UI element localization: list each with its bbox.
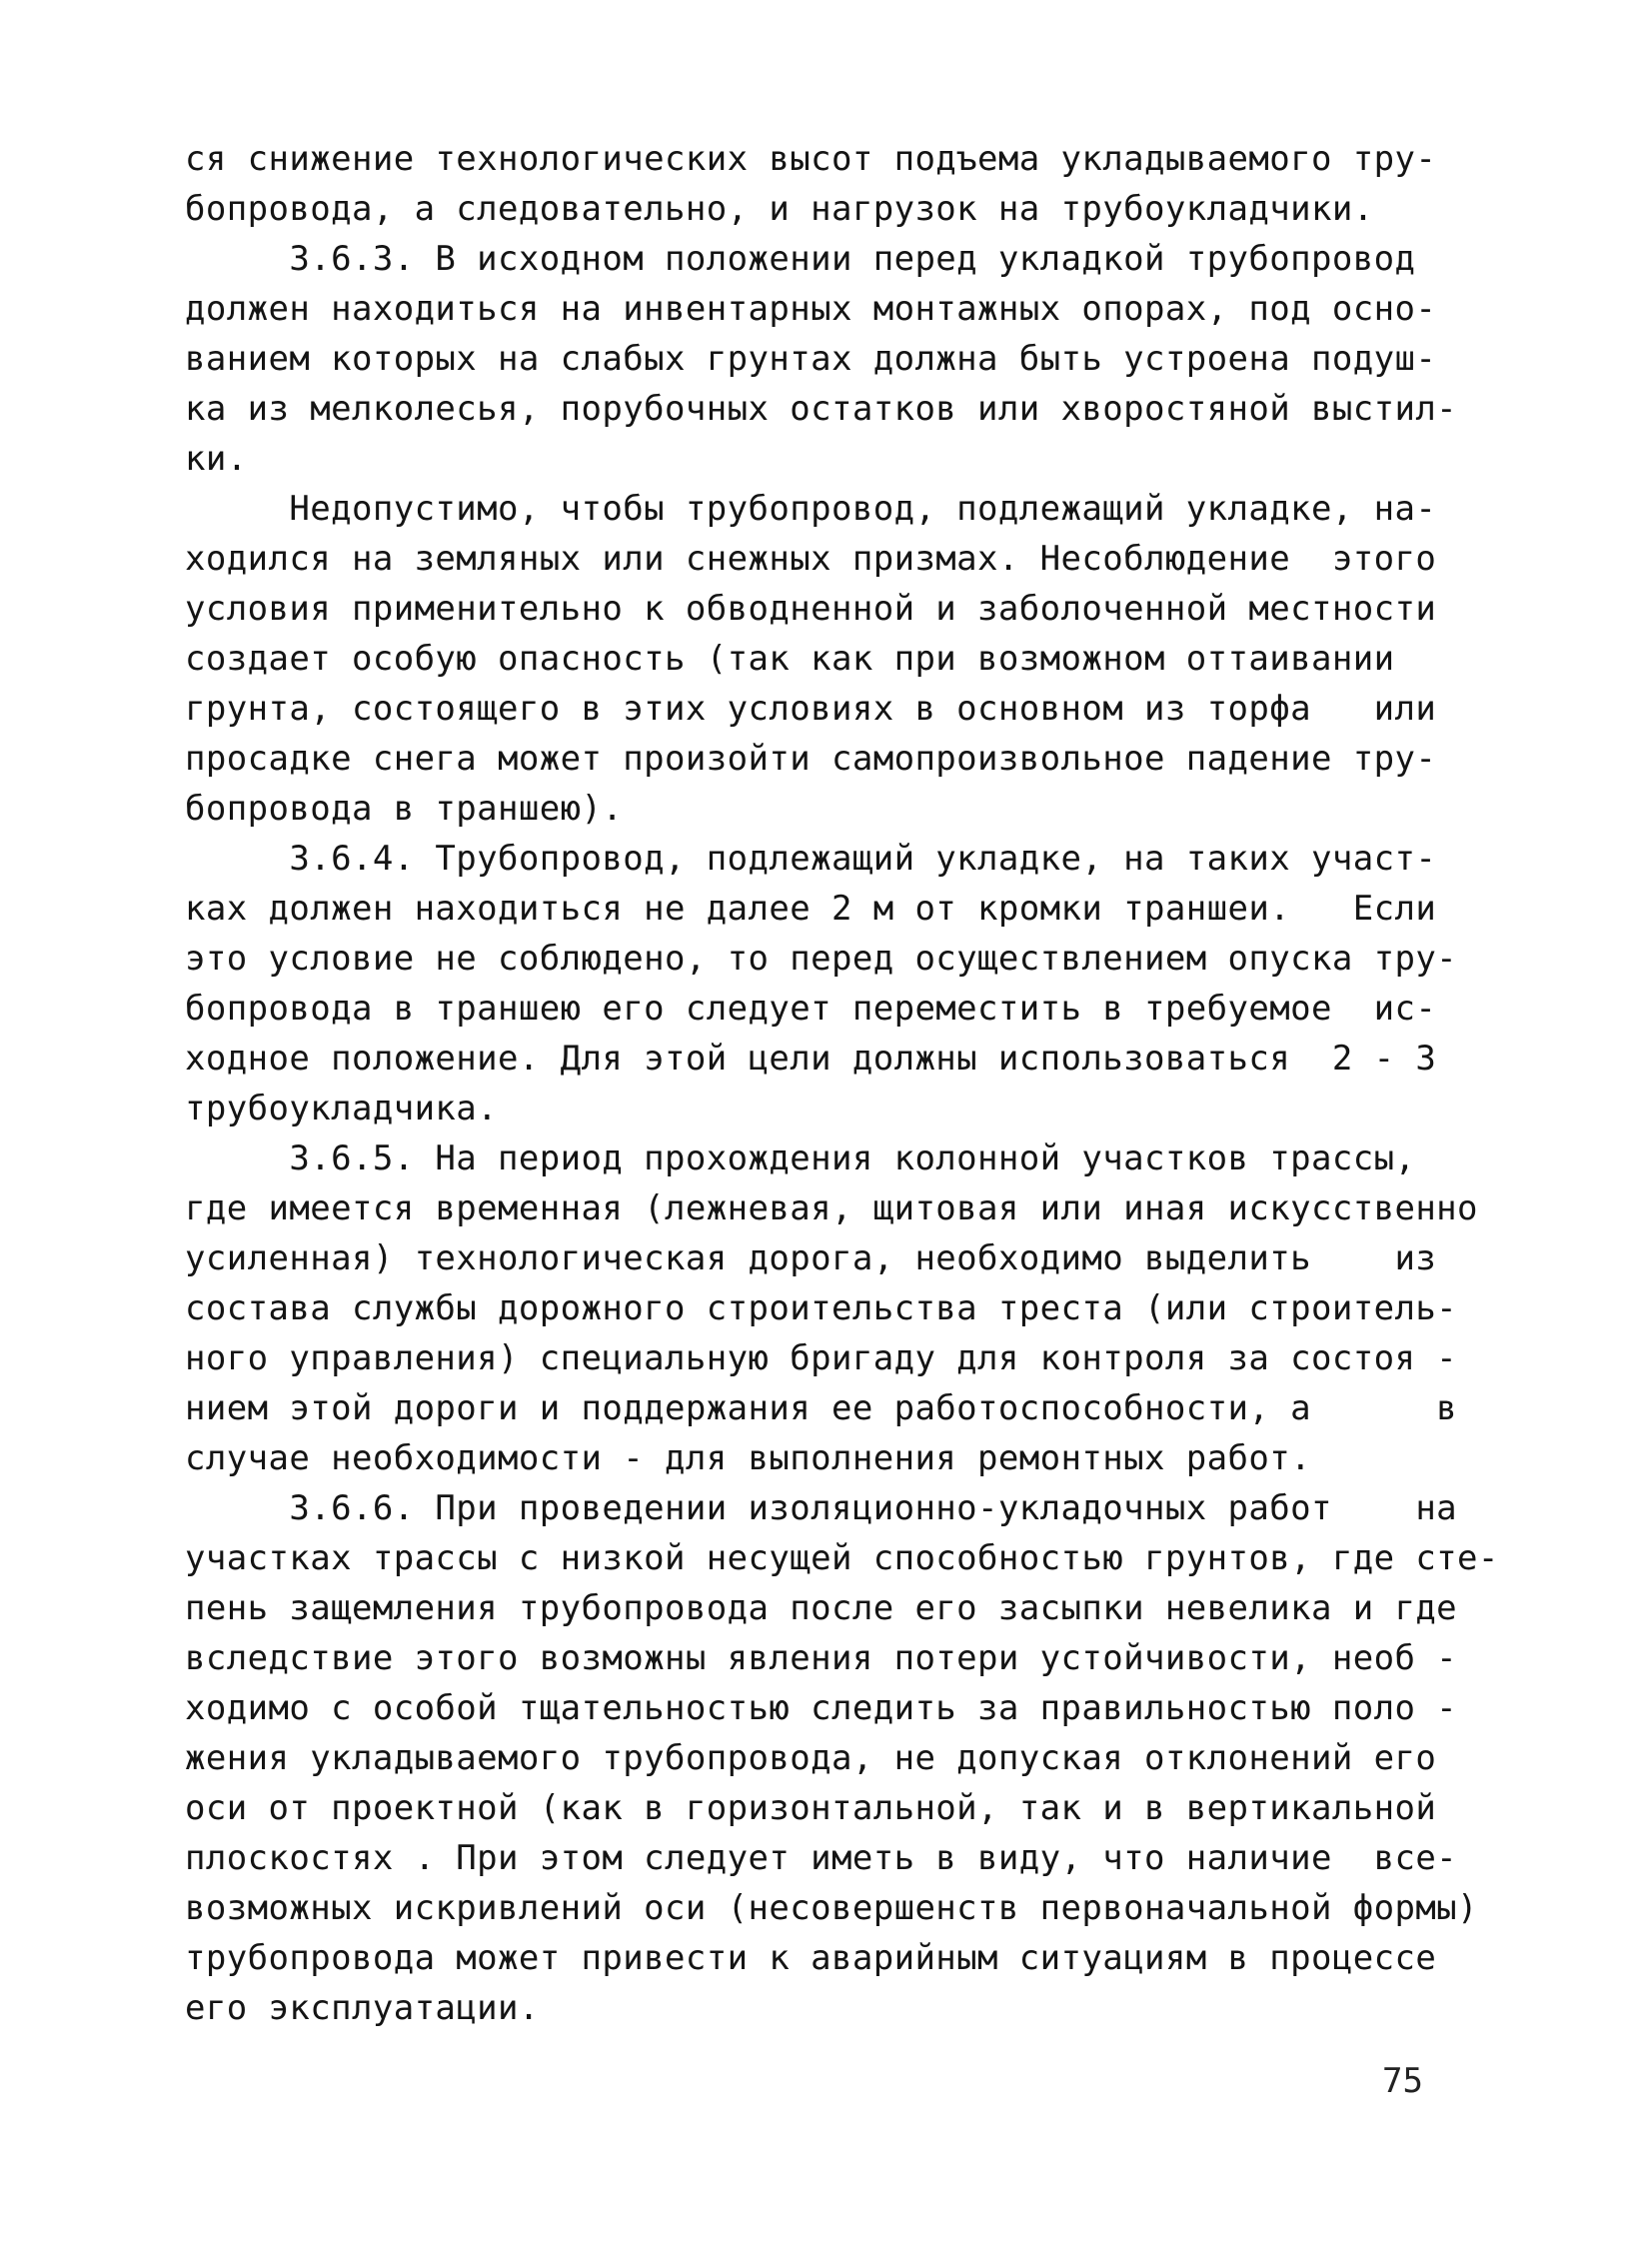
text-line: ся снижение технологических высот подъема укладываемого тру- xyxy=(185,139,1437,179)
text-line: бопровода, а следовательно, и нагрузок на трубоукладчики. xyxy=(185,189,1374,229)
text-line: оси от проектной (как в горизонтальной, так и в вертикальной xyxy=(185,1788,1437,1828)
text-line: возможных искривлений оси (несовершенств первоначальной формы) xyxy=(185,1888,1478,1928)
text-line: состава службы дорожного строительства треста (или строитель- xyxy=(185,1288,1458,1328)
text-line: где имеется временная (лежневая, щитовая или иная искусственно xyxy=(185,1188,1478,1228)
text-line: ки. xyxy=(185,439,248,479)
text-line: бопровода в траншею его следует переместить в требуемое ис- xyxy=(185,989,1437,1029)
text-line: ного управления) специальную бригаду для контроля за состоя - xyxy=(185,1338,1458,1378)
text-line: это условие не соблюдено, то перед осуществлением опуска тру- xyxy=(185,939,1458,979)
text-line: ходное положение. Для этой цели должны использоваться 2 - 3 xyxy=(185,1039,1437,1079)
text-line: грунта, состоящего в этих условиях в основном из торфа или xyxy=(185,689,1437,729)
text-line: трубопровода может привести к аварийным ситуациям в процессе xyxy=(185,1938,1437,1978)
text-line: 3.6.3. В исходном положении перед укладкой трубопровод xyxy=(185,239,1416,279)
text-line: усиленная) технологическая дорога, необходимо выделить из xyxy=(185,1238,1437,1278)
text-line: ходимо с особой тщательностью следить за правильностью поло - xyxy=(185,1688,1458,1728)
text-line: ванием которых на слабых грунтах должна быть устроена подуш- xyxy=(185,339,1437,379)
text-line: ках должен находиться не далее 2 м от кромки траншеи. Если xyxy=(185,889,1437,929)
page-number: 75 xyxy=(1382,2061,1423,2101)
text-line: 3.6.5. На период прохождения колонной участков трассы, xyxy=(185,1138,1416,1178)
text-line: бопровода в траншею). xyxy=(185,789,624,829)
text-line: участках трассы с низкой несущей способностью грунтов, где сте- xyxy=(185,1538,1499,1578)
text-line: создает особую опасность (так как при возможном оттаивании xyxy=(185,639,1395,679)
text-line: нием этой дороги и поддержания ее работоспособности, а в xyxy=(185,1388,1458,1428)
text-line: 3.6.6. При проведении изоляционно-укладочных работ на xyxy=(185,1488,1458,1528)
text-line: плоскостях . При этом следует иметь в виду, что наличие все- xyxy=(185,1838,1458,1878)
text-line: 3.6.4. Трубопровод, подлежащий укладке, на таких участ- xyxy=(185,839,1437,879)
text-line: просадке снега может произойти самопроизвольное падение тру- xyxy=(185,739,1437,779)
text-line: жения укладываемого трубопровода, не допуская отклонений его xyxy=(185,1738,1437,1778)
text-line: Недопустимо, чтобы трубопровод, подлежащий укладке, на- xyxy=(185,489,1437,529)
text-line: должен находиться на инвентарных монтажных опорах, под осно- xyxy=(185,289,1437,329)
text-line: его эксплуатации. xyxy=(185,1988,540,2028)
text-line: трубоукладчика. xyxy=(185,1089,499,1128)
text-line: ходился на земляных или снежных призмах. Несоблюдение этого xyxy=(185,539,1437,579)
text-line: вследствие этого возможны явления потери устойчивости, необ - xyxy=(185,1638,1458,1678)
text-line: пень защемления трубопровода после его засыпки невелика и где xyxy=(185,1588,1458,1628)
body-text xyxy=(185,134,1499,2033)
text-line: условия применительно к обводненной и заболоченной местности xyxy=(185,589,1437,629)
text-line: случае необходимости - для выполнения ремонтных работ. xyxy=(185,1438,1311,1478)
text-line: ка из мелколесья, порубочных остатков или хворостяной выстил- xyxy=(185,389,1458,429)
